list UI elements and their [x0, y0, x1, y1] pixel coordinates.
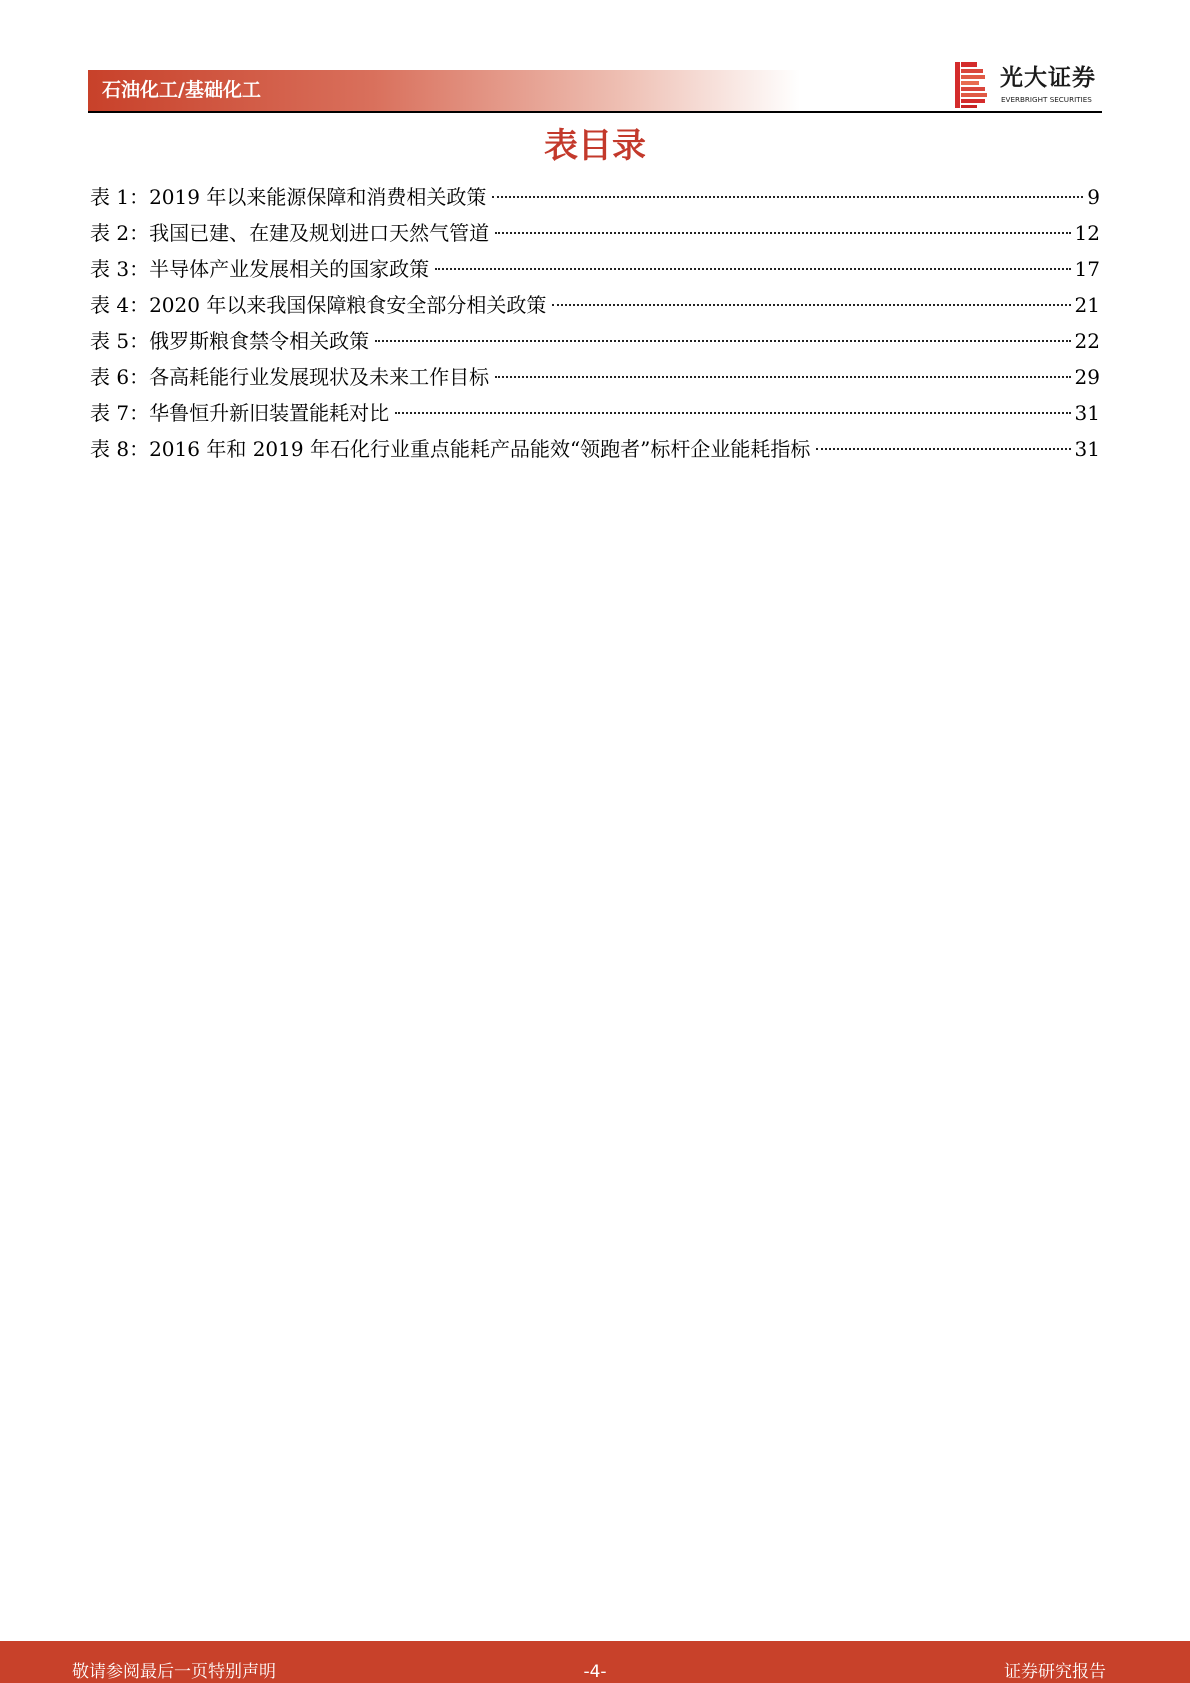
toc-entry-label: 表 7：华鲁恒升新旧装置能耗对比: [90, 401, 390, 425]
footer-report-type: 证券研究报告: [1004, 1662, 1106, 1682]
toc-entry-page: 22: [1074, 329, 1100, 353]
toc-dot-leader: [492, 196, 1083, 198]
toc-entry[interactable]: [90, 252, 1100, 288]
toc-dot-leader: [495, 376, 1070, 378]
brand-logo: [955, 62, 1103, 108]
toc-entry-page: 17: [1074, 257, 1100, 281]
section-label: 石油化工/基础化工: [102, 79, 261, 101]
toc-entry[interactable]: [90, 396, 1100, 432]
toc-entry-label: 表 3：半导体产业发展相关的国家政策: [90, 257, 430, 281]
toc-entry-label: 表 4：2020 年以来我国保障粮食安全部分相关政策: [90, 293, 547, 317]
footer-disclaimer: 敬请参阅最后一页特别声明: [72, 1662, 276, 1682]
toc-dot-leader: [495, 232, 1070, 234]
footer-page-number: -4-: [583, 1662, 607, 1682]
toc-entry-page: 31: [1074, 401, 1100, 425]
toc-dot-leader: [395, 412, 1070, 414]
toc-dot-leader: [435, 268, 1070, 270]
toc-entry[interactable]: [90, 432, 1100, 468]
toc-entry-label: 表 8：2016 年和 2019 年石化行业重点能耗产品能效“领跑者”标杆企业能耗指标: [90, 437, 811, 461]
toc-entry[interactable]: [90, 180, 1100, 216]
toc-entry[interactable]: [90, 324, 1100, 360]
header-divider: [88, 111, 1102, 113]
everbright-logo-icon: [955, 62, 987, 108]
toc-entry-page: 9: [1087, 185, 1100, 209]
toc-entry-page: 21: [1074, 293, 1100, 317]
toc-entry-label: 表 2：我国已建、在建及规划进口天然气管道: [90, 221, 490, 245]
logo-subtitle: EVERBRIGHT SECURITIES: [1001, 95, 1092, 104]
toc-entry-page: 29: [1074, 365, 1100, 389]
toc-entry[interactable]: [90, 360, 1100, 396]
toc-entry-page: 12: [1074, 221, 1100, 245]
toc-entry-page: 31: [1074, 437, 1100, 461]
logo-name: 光大证券: [1000, 65, 1096, 91]
toc-entry[interactable]: [90, 288, 1100, 324]
toc-entry[interactable]: [90, 216, 1100, 252]
toc-dot-leader: [552, 304, 1070, 306]
toc-entry-label: 表 6：各高耗能行业发展现状及未来工作目标: [90, 365, 490, 389]
toc-dot-leader: [816, 448, 1070, 450]
toc-list: [90, 180, 1100, 468]
toc-dot-leader: [375, 340, 1070, 342]
toc-entry-label: 表 5：俄罗斯粮食禁令相关政策: [90, 329, 370, 353]
toc-entry-label: 表 1：2019 年以来能源保障和消费相关政策: [90, 185, 487, 209]
toc-title: 表目录: [544, 126, 646, 166]
footer-bar: [0, 1641, 1190, 1683]
